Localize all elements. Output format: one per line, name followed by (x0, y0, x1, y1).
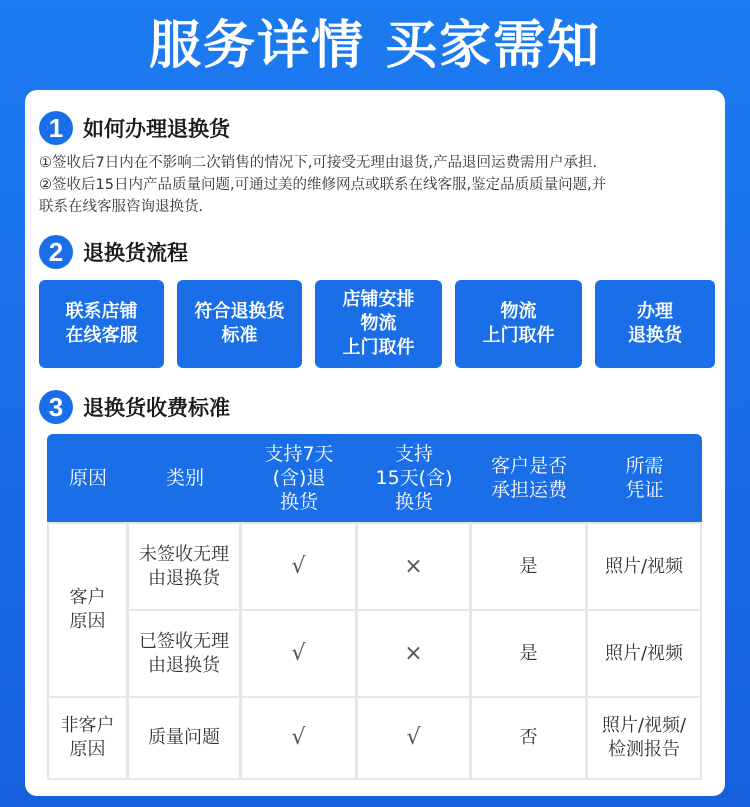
group-customer-line-1: 客户 (69, 587, 106, 608)
group-customer-line-2: 原因 (69, 611, 106, 632)
policy-line-1: ①签收后7日内在不影响二次销售的情况下,可接受无理由退货,产品退回运费需用户承担. (39, 155, 598, 171)
process-step-contact-shop (39, 280, 164, 368)
service-panel (25, 90, 725, 796)
step-4-line-2: 上门取件 (482, 325, 555, 346)
row-3-fee: 否 (472, 698, 585, 778)
step-3-line-1: 店铺安排 (342, 289, 415, 310)
process-step-complete-return (595, 280, 715, 368)
row-3-category-line-1: 质量问题 (148, 727, 220, 748)
header-reason-text: 原因 (68, 467, 107, 489)
row-1-proof-line-1: 照片/视频 (604, 555, 684, 577)
step-2-line-1: 符合退换货 (194, 301, 285, 322)
policy-line-2: ②签收后15日内产品质量问题,可通过美的维修网点或联系在线客服,鉴定品质质量问题,并 (39, 177, 607, 193)
row-2-7day-check-icon: √ (242, 611, 355, 696)
section-3-header (39, 390, 230, 424)
return-fee-table (47, 434, 702, 780)
table-header (47, 434, 702, 522)
step-5-line-1: 办理 (637, 301, 673, 322)
header-15day-line-1: 支持 (394, 443, 433, 465)
policy-line-3: 联系在线客服咨询退换货. (39, 199, 204, 215)
row-1-fee: 是 (472, 524, 585, 609)
header-7day (241, 434, 357, 522)
header-fee-line-2: 承担运费 (490, 479, 567, 501)
section-1-title: 如何办理退换货 (83, 117, 230, 141)
process-step-pickup (455, 280, 582, 368)
page-title: 服务详情 买家需知 (148, 16, 602, 76)
row-2-fee: 是 (472, 611, 585, 696)
header-15day-line-2: 15天(含) (375, 467, 453, 489)
header-category-text: 类别 (165, 467, 204, 489)
row-2-proof (588, 611, 700, 696)
row-3-7day-check-icon: √ (242, 698, 355, 778)
section-1-header (39, 111, 230, 145)
row-1-category-line-2: 由退换货 (148, 567, 220, 589)
row-1-7day-check-icon: √ (242, 524, 355, 609)
step-5-line-2: 退换货 (628, 325, 682, 346)
header-reason (47, 434, 129, 522)
row-2-15day-cross-icon: × (358, 611, 469, 696)
section-3-title: 退换货收费标准 (83, 396, 230, 420)
header-proof-line-2: 凭证 (625, 479, 664, 501)
row-3-15day-check-icon: √ (358, 698, 469, 778)
return-process-steps (39, 280, 715, 368)
header-15day (357, 434, 471, 522)
row-1-category-line-1: 未签收无理 (139, 543, 229, 565)
section-2-title: 退换货流程 (83, 241, 188, 265)
step-1-line-1: 联系店铺 (65, 301, 138, 322)
group-non-customer-line-1: 非客户 (60, 715, 115, 736)
header-7day-line-2: (含)退 (272, 467, 326, 489)
row-1-proof (588, 524, 700, 609)
row-1-15day-cross-icon: × (358, 524, 469, 609)
step-4-line-1: 物流 (500, 301, 537, 322)
section-2-header (39, 235, 188, 269)
section-1-number: 1 (39, 111, 73, 145)
row-3-category (129, 698, 239, 778)
header-proof (587, 434, 702, 522)
row-1-category (129, 524, 239, 609)
header-7day-line-1: 支持7天 (264, 443, 334, 465)
header-7day-line-3: 换货 (279, 491, 318, 513)
group-non-customer-line-2: 原因 (69, 739, 106, 760)
step-1-line-2: 在线客服 (65, 325, 138, 346)
step-3-line-2: 物流 (360, 313, 397, 334)
process-step-shop-arranges (315, 280, 442, 368)
step-3-line-3: 上门取件 (342, 337, 415, 358)
header-fee-line-1: 客户是否 (490, 455, 567, 477)
row-3-proof (588, 698, 700, 778)
row-2-proof-line-1: 照片/视频 (604, 642, 684, 664)
row-2-category-line-1: 已签收无理 (139, 630, 229, 652)
row-2-category (129, 611, 239, 696)
row-3-proof-line-2: 检测报告 (608, 739, 680, 760)
header-15day-line-3: 换货 (394, 491, 433, 513)
step-2-line-2: 标准 (221, 325, 258, 346)
header-proof-line-1: 所需 (625, 455, 664, 477)
row-2-category-line-2: 由退换货 (148, 654, 220, 676)
section-2-number: 2 (39, 235, 73, 269)
return-policy-text (39, 152, 715, 218)
section-3-number: 3 (39, 390, 73, 424)
header-shipping-fee (471, 434, 587, 522)
process-step-meet-standard (177, 280, 302, 368)
row-3-proof-line-1: 照片/视频/ (601, 715, 687, 736)
group-customer-reason (49, 524, 126, 696)
group-non-customer-reason (49, 698, 126, 778)
header-category (129, 434, 241, 522)
